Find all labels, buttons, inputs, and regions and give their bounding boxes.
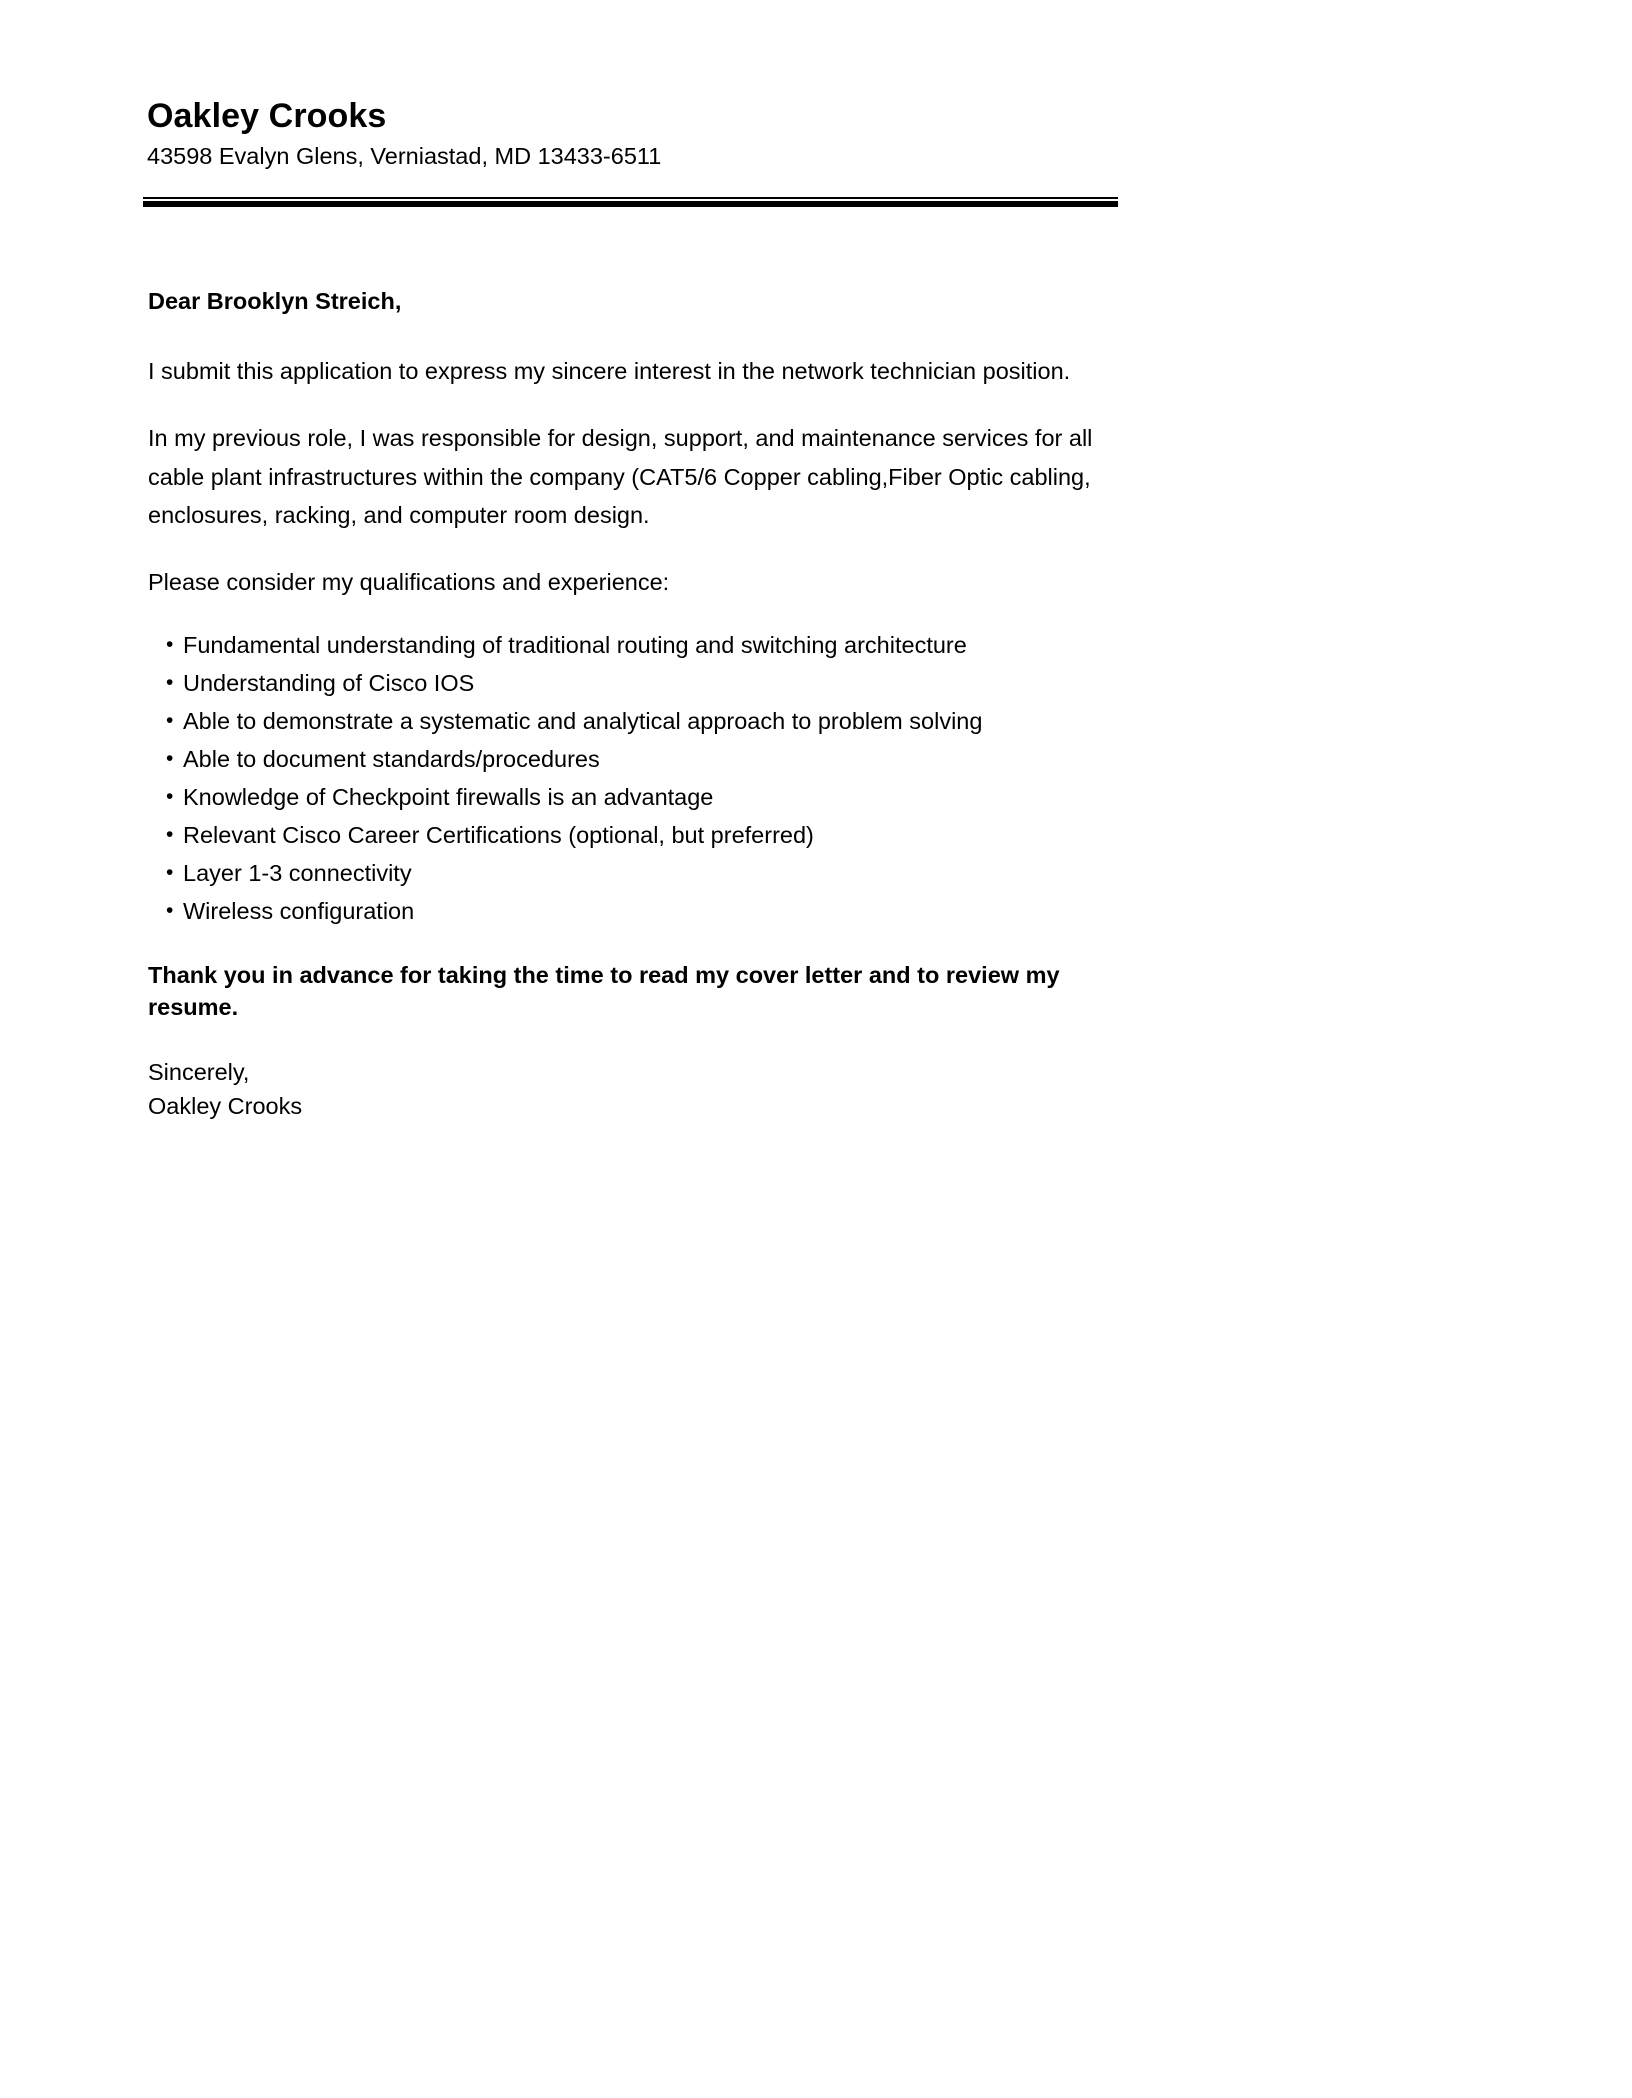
paragraph-qualifications-lead: Please consider my qualifications and experience: [148, 568, 670, 595]
bullet-icon: • [166, 899, 174, 923]
bullet-icon: • [166, 822, 174, 846]
closing-statement: Thank you in advance for taking the time to read my cover letter and to review my resume. [148, 961, 1060, 1021]
header-divider [143, 197, 1118, 207]
list-item [148, 668, 1098, 699]
letter-content [143, 0, 1118, 1123]
signoff-block [148, 1055, 1098, 1123]
bullet-icon: • [166, 708, 174, 732]
list-item [148, 630, 1098, 661]
list-item-label: Layer 1-3 connectivity [183, 859, 412, 886]
salutation: Dear Brooklyn Streich, [148, 288, 402, 315]
list-item [148, 896, 1098, 927]
qualifications-list [148, 630, 1098, 927]
divider-thick-rule [143, 201, 1118, 207]
list-item [148, 782, 1098, 813]
list-item [148, 706, 1098, 737]
list-item [148, 744, 1098, 775]
bullet-icon: • [166, 860, 174, 884]
letterhead [143, 0, 1118, 171]
list-item-label: Wireless configuration [183, 898, 415, 925]
list-item-label: Knowledge of Checkpoint firewalls is an advantage [183, 783, 714, 810]
bullet-icon: • [166, 632, 174, 656]
list-item-label: Fundamental understanding of traditional routing and switching architecture [183, 631, 967, 658]
bullet-icon: • [166, 670, 174, 694]
list-item-label: Relevant Cisco Career Certifications (optional, but preferred) [183, 821, 814, 848]
list-item [148, 858, 1098, 889]
signoff-name: Oakley Crooks [148, 1093, 303, 1120]
paragraph-experience: In my previous role, I was responsible for design, support, and maintenance services for all cable plant infrastructures within the company (CAT5/6 Copper cabling,Fiber Optic cabling, enclosures, racking, and computer room design. [148, 425, 1093, 528]
sender-name: Oakley Crooks [147, 97, 387, 135]
letter-body [148, 285, 1098, 1123]
bullet-icon: • [166, 746, 174, 770]
signoff-closing: Sincerely, [148, 1059, 250, 1086]
list-item [148, 820, 1098, 851]
list-item-label: Understanding of Cisco IOS [183, 669, 475, 696]
list-item-label: Able to demonstrate a systematic and analytical approach to problem solving [183, 707, 983, 734]
list-item-label: Able to document standards/procedures [183, 745, 600, 772]
sender-address: 43598 Evalyn Glens, Verniastad, MD 13433-6511 [147, 143, 662, 170]
paragraph-intro: I submit this application to express my sincere interest in the network technician position. [148, 358, 1071, 385]
bullet-icon: • [166, 784, 174, 808]
